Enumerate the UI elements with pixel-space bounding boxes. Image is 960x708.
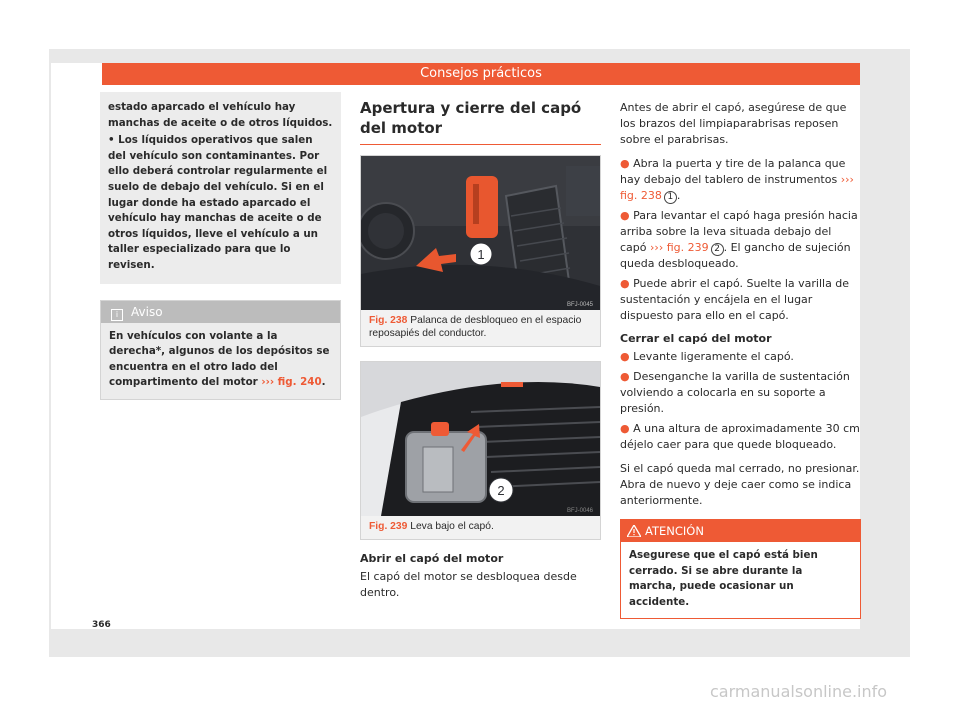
bullet-icon: ● [620, 209, 630, 222]
figure-239 [360, 361, 601, 540]
close-step-3 [620, 421, 861, 453]
step-2-fig-link[interactable]: ››› fig. 239 [650, 241, 709, 254]
aviso-body [101, 323, 340, 399]
fig-239-image [361, 362, 600, 516]
warning-header [621, 520, 860, 542]
step-2-text: Para levantar el capó haga presión hacia arriba sobre la leva situada debajo del capó [620, 209, 858, 254]
bullet-icon: ● [620, 422, 630, 435]
close-step-2-text: Desenganche la varilla de sustentación volviendo a colocarla en su soporte a presión. [620, 370, 850, 415]
info-box-text-1: estado aparcado el vehículo hay manchas de aceite o de otros líquidos. [108, 101, 333, 129]
aviso-end: . [321, 376, 326, 389]
bullet-icon: ● [620, 370, 630, 383]
bullet-icon: ● [620, 350, 630, 363]
warning-icon [627, 525, 641, 537]
warning-title: ATENCIÓN [645, 524, 704, 538]
bullet-icon: ● [620, 157, 630, 170]
warning-text: Asegurese que el capó está bien cerrado. Si se abre durante la marcha, puede ocasionar un accidente. [629, 549, 818, 608]
fig-238-image [361, 156, 600, 310]
close-hood-heading: Cerrar el capó del motor [620, 332, 772, 345]
open-hood-text: El capó del motor se desbloquea desde dentro. [360, 570, 577, 599]
info-icon: i [111, 309, 123, 321]
aviso-header [101, 301, 340, 323]
fig-238-label: Fig. 238 [369, 315, 408, 326]
aviso-box [100, 300, 341, 400]
fig-238-code: BFJ-0045 [566, 302, 593, 308]
info-box [100, 92, 341, 284]
close-step-1-text: Levante ligeramente el capó. [633, 350, 794, 363]
fig-238-caption-text: Palanca de desbloqueo en el espacio reposapiés del conductor. [369, 315, 582, 339]
step-3-text: Puede abrir el capó. Suelte la varilla de sustentación y encájela en el lugar dispuesto para ello en el capó. [620, 277, 850, 322]
intro-text: Antes de abrir el capó, asegúrese de que los brazos del limpiaparabrisas reposen sobre el parabrisas. [620, 101, 847, 146]
step-1: ● Abra la puerta y tire de la palanca que hay debajo del tablero de instrumentos ››› fig. 238 1 . [620, 157, 854, 202]
fig-239-caption [361, 516, 600, 539]
aviso-text: En vehículos con volante a la derecha*, algunos de los depósitos se encuentra en el otro lado del compartimento del motor [109, 329, 330, 389]
step-2-after: . El gancho de sujeción queda desbloqueado. [620, 241, 851, 270]
fig-239-label: Fig. 239 [369, 521, 408, 532]
left-column [100, 92, 341, 400]
middle-column [360, 92, 601, 601]
watermark: carmanualsonline.info [710, 682, 888, 701]
callout-2-icon: 2 [711, 243, 724, 256]
closing-text: Si el capó queda mal cerrado, no presionar. Abra de nuevo y deje caer como se indica anteriormente. [620, 462, 860, 507]
step-1-text: Abra la puerta y tire de la palanca que hay debajo del tablero de instrumentos [620, 157, 846, 186]
right-column [620, 92, 861, 619]
step-1-fig-link[interactable]: ››› fig. 238 [620, 173, 854, 202]
open-hood-heading: Abrir el capó del motor [360, 552, 504, 565]
close-step-3-text: A una altura de aproximadamente 30 cm déjelo caer para que quede bloqueado. [620, 422, 860, 451]
title-divider [360, 144, 601, 145]
figure-238 [360, 155, 601, 347]
page-number: 366 [92, 620, 111, 630]
fig-239-caption-text: Leva bajo el capó. [410, 521, 494, 532]
close-step-2 [620, 369, 861, 417]
close-step-1 [620, 349, 861, 365]
step-2 [620, 208, 861, 272]
warning-box [620, 519, 861, 619]
step-3 [620, 276, 861, 324]
section-title: Apertura y cierre del capó del motor [360, 99, 582, 137]
page-header: Consejos prácticos [102, 63, 860, 85]
fig-239-code: BFJ-0046 [566, 508, 593, 514]
info-box-text-2: • Los líquidos operativos que salen del vehículo son contaminantes. Por ello deberá controlar regularmente el suelo de debajo del vehículo. Si en el lugar donde ha estado aparcado el vehículo hay manchas de aceite o de otros líquidos, lleve el vehículo a un taller especializado para que lo revisen. [108, 134, 328, 271]
callout-1-icon: 1 [664, 191, 677, 204]
fig-238-callout: 1 [477, 247, 485, 262]
bullet-icon: ● [620, 277, 630, 290]
fig-239-callout: 2 [497, 483, 505, 498]
aviso-fig-link[interactable]: ››› fig. 240 [261, 376, 322, 389]
fig-238-caption [361, 310, 600, 346]
aviso-title: Aviso [131, 304, 163, 319]
